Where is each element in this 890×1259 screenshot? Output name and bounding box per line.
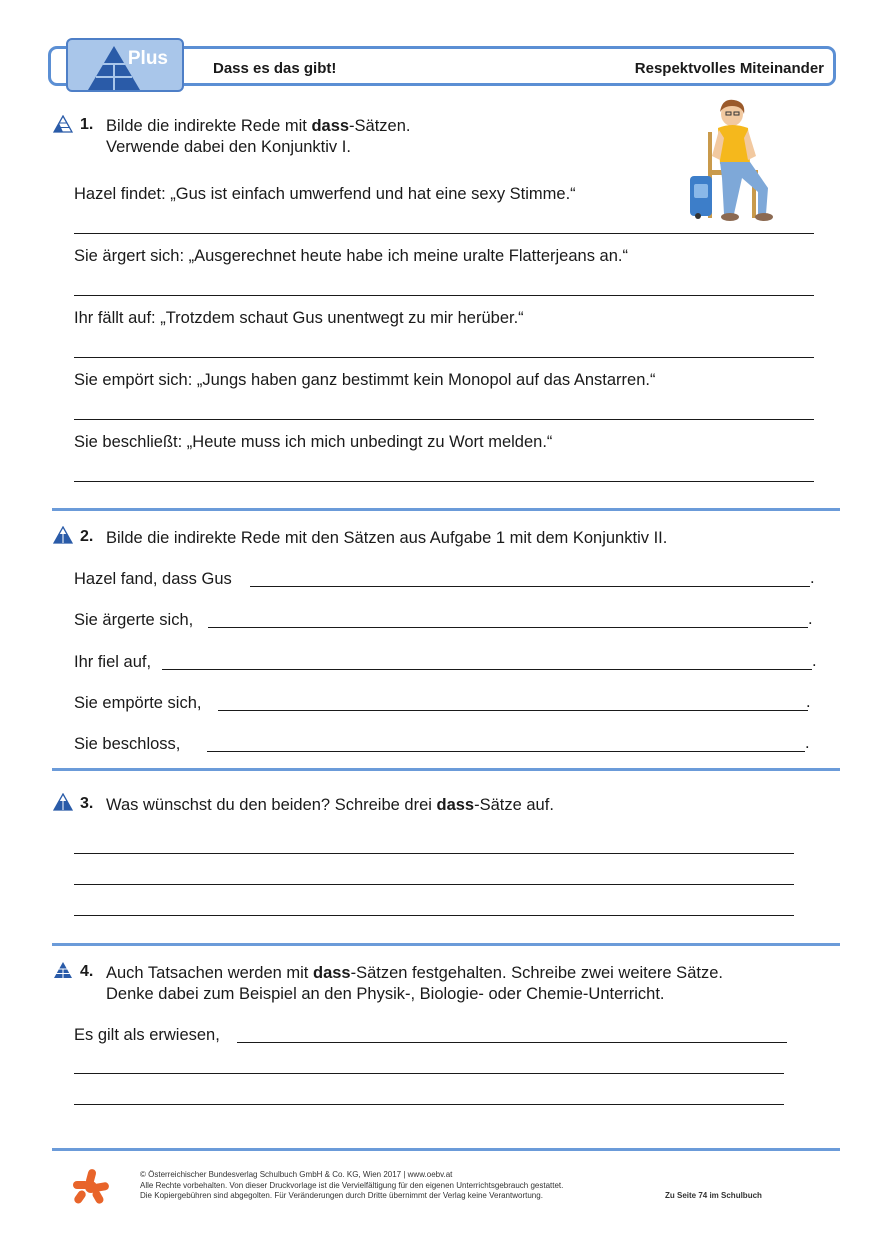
task-2-prompt-1: Hazel fand, dass Gus <box>74 570 232 588</box>
section-divider <box>52 1148 840 1151</box>
answer-line[interactable] <box>218 710 808 711</box>
answer-line[interactable] <box>74 295 814 296</box>
sentence-end-mark: . <box>812 652 817 670</box>
answer-line[interactable] <box>162 669 812 670</box>
answer-line[interactable] <box>250 586 810 587</box>
difficulty-level-2-icon <box>53 526 73 544</box>
task-1-instruction-line2: Verwende dabei den Konjunktiv I. <box>106 138 351 156</box>
task-2-instruction: Bilde die indirekte Rede mit den Sätzen aus Aufgabe 1 mit dem Konjunktiv II. <box>106 529 668 547</box>
task-1-sentence-2: Sie ärgert sich: „Ausgerechnet heute habe ich meine uralte Flatterjeans an.“ <box>74 247 628 265</box>
answer-line[interactable] <box>74 884 794 885</box>
sentence-end-mark: . <box>806 693 811 711</box>
task-2-prompt-4: Sie empörte sich, <box>74 694 202 712</box>
section-divider <box>52 508 840 511</box>
answer-line[interactable] <box>74 853 794 854</box>
sentence-end-mark: . <box>805 734 810 752</box>
answer-line[interactable] <box>74 233 814 234</box>
sentence-end-mark: . <box>810 569 815 587</box>
answer-line[interactable] <box>237 1042 787 1043</box>
answer-line[interactable] <box>74 419 814 420</box>
answer-line[interactable] <box>74 481 814 482</box>
task-2-prompt-2: Sie ärgerte sich, <box>74 611 194 629</box>
answer-line[interactable] <box>208 627 808 628</box>
answer-line[interactable] <box>74 915 794 916</box>
fees-line: Die Kopiergebühren sind abgegolten. Für Veränderungen durch Dritte übernimmt der Verlag keine Verantwortung. <box>140 1191 543 1200</box>
task-1-number: 1. <box>80 116 94 133</box>
logo-text: Plus <box>127 48 168 69</box>
sentence-end-mark: . <box>808 610 813 628</box>
answer-line[interactable] <box>74 1073 784 1074</box>
rights-line: Alle Rechte vorbehalten. Von dieser Druckvorlage ist die Vervielfältigung für den eigenen Unterrichtsgebrauch gestattet. <box>140 1180 564 1190</box>
worksheet-topic: Respektvolles Miteinander <box>634 60 824 77</box>
difficulty-level-3-icon <box>53 961 73 979</box>
answer-line[interactable] <box>74 1104 784 1105</box>
schoolbook-page-reference: Zu Seite 74 im Schulbuch <box>665 1191 762 1200</box>
task-2-number: 2. <box>80 528 94 545</box>
difficulty-level-2-icon <box>53 793 73 811</box>
plus-logo <box>66 38 184 92</box>
task-1-sentence-4: Sie empört sich: „Jungs haben ganz bestimmt kein Monopol auf das Anstarren.“ <box>74 371 656 389</box>
task-1-sentence-1: Hazel findet: „Gus ist einfach umwerfend und hat eine sexy Stimme.“ <box>74 185 576 203</box>
difficulty-level-1-icon <box>53 115 73 133</box>
answer-line[interactable] <box>207 751 805 752</box>
task-4-prompt: Es gilt als erwiesen, <box>74 1026 220 1044</box>
copyright-line: © Österreichischer Bundesverlag Schulbuch GmbH & Co. KG, Wien 2017 | www.oebv.at <box>140 1170 453 1179</box>
task-4-instruction-line2: Denke dabei zum Beispiel an den Physik-, Biologie- oder Chemie-Unterricht. <box>106 985 665 1003</box>
publisher-logo-icon <box>72 1168 110 1206</box>
answer-line[interactable] <box>74 357 814 358</box>
task-1-instruction: Bilde die indirekte Rede mit dass-Sätzen. <box>106 117 411 135</box>
task-1-sentence-3: Ihr fällt auf: „Trotzdem schaut Gus unentwegt zu mir herüber.“ <box>74 309 524 327</box>
section-divider <box>52 768 840 771</box>
task-3-instruction: Was wünschst du den beiden? Schreibe drei dass-Sätze auf. <box>106 796 554 814</box>
task-3-number: 3. <box>80 795 94 812</box>
task-4-instruction: Auch Tatsachen werden mit dass-Sätzen festgehalten. Schreibe zwei weitere Sätze. <box>106 964 723 982</box>
task-1-sentence-5: Sie beschließt: „Heute muss ich mich unbedingt zu Wort melden.“ <box>74 433 553 451</box>
task-4-number: 4. <box>80 963 94 980</box>
section-divider <box>52 943 840 946</box>
girl-on-chair-illustration <box>686 98 782 226</box>
task-2-prompt-5: Sie beschloss, <box>74 735 181 753</box>
task-2-prompt-3: Ihr fiel auf, <box>74 653 152 671</box>
worksheet-title: Dass es das gibt! <box>213 60 337 77</box>
copyright-notice <box>140 1170 563 1202</box>
